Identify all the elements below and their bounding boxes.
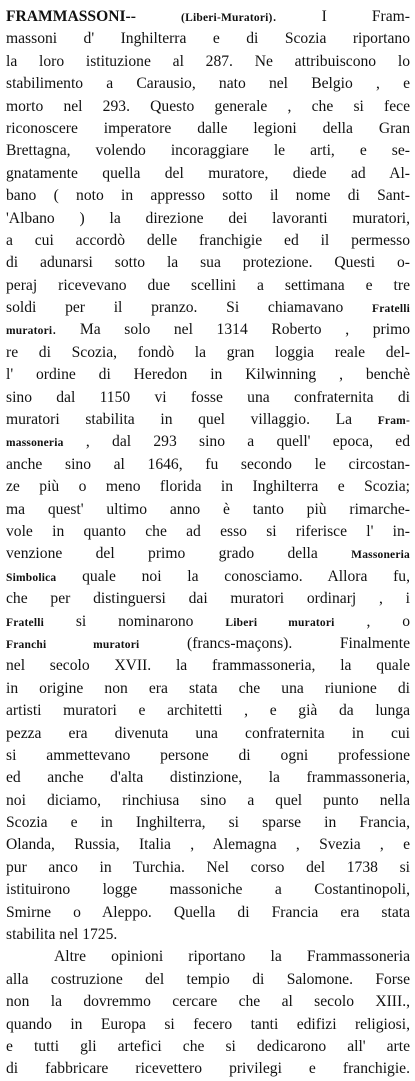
headword-gloss: (Liberi-Muratori) [181,12,273,24]
text-line: vole in quanto che ad esso si riferisce l' in- [6,522,410,540]
text-line: riconoscere imperatore dalle legioni della Gran [6,119,410,137]
text-line: ze più o meno florida in Inghilterra e Scozia; [6,478,410,496]
term-muratori: muratori [6,325,53,338]
text-line: la loro istituzione al 287. Ne attribuiscono lo [6,52,410,70]
text-line: di fabbricare ricevettero privilegi e franchigie. [6,1060,410,1078]
text-line: istituirono logge massoniche a Costantinopoli, [6,881,410,899]
text-line: ma quest' ultimo anno è tanto più rimarche- [6,500,410,518]
text-line: soldi per il pranzo. Si chiamavano Fratelli [6,299,410,317]
text-line: si ammettevano persone di ogni professione [6,746,410,764]
text-line: e tutti gli artefici che si dedicarono all' arte [6,1037,410,1055]
text-line: artisti muratori e architetti , e già da lunga [6,702,410,720]
text-line: stabilimento a Carausio, nato nel Belgio , e [6,75,410,93]
text-line: stabilita nel 1725. [6,926,118,944]
term-liberi-muratori: Liberi muratori [225,616,335,629]
text-line: Smirne o Aleppo. Quella di Francia era stata [6,903,410,921]
text-line: muratori stabilita in quel villaggio. La Fram- [6,411,410,429]
text-line: anche sino al 1646, fu secondo le circostan- [6,455,410,473]
text-line: FRAMMASSONI-- (Liberi-Muratori). I Fram- [6,8,410,25]
text-line: a cui accordò delle franchigie ed il permesso [6,231,410,249]
text-line: 'Albano ) la direzione dei lavoranti muratori, [6,209,410,227]
text-line: pezza era divenuta una confraternita in cui [6,724,410,742]
text-line: venzione del primo grado della Massoneria [6,545,410,563]
text-line: sino dal 1150 vi fosse una confraternita di [6,388,410,406]
text-line: non la dovremmo cercare che al secolo XIII., [6,993,410,1011]
text-line: nel secolo XVII. la frammassoneria, la quale [6,657,410,675]
term-frammassoneria: Fram- [377,415,410,428]
text-line: re di Scozia, fondò la gran loggia reale del- [6,343,410,361]
text-line: alla costruzione del tempio di Salomone. Forse [6,970,410,988]
headword: FRAMMASSONI-- [6,8,136,25]
text-line: ed anche d'alta distinzione, la frammassoneria, [6,769,410,787]
term-massoneria-simbolica: Massoneria [351,549,410,562]
text-line: l' ordine di Heredon in Kilwinning , benchè [6,366,410,384]
term-fratelli: Fratelli [372,303,410,316]
text-line: muratori. Ma solo nel 1314 Roberto , primo [6,321,410,339]
text-line: che per distinguersi dai muratori ordinarj , i [6,590,410,608]
term-simbolica: Simbolica [6,571,57,584]
text-line: Fratelli si nominarono Liberi muratori , o [6,612,410,630]
text-line: Scozia e in Inghilterra, si sparse in Francia, [6,814,410,832]
text-line: bano ( noto in appresso sotto il nome di Sant- [6,187,410,205]
text-line: Altre opinioni riportano la Frammassoneria [54,948,410,966]
term-massoneria: massoneria [6,437,64,450]
text-line: Simbolica quale noi la conosciamo. Allora fu, [6,567,410,585]
text-line: pur anco in Turchia. Nel corso del 1738 si [6,858,410,876]
text-line: massoni d' Inghilterra e di Scozia riportano [6,30,410,48]
text-line: Olanda, Russia, Italia , Alemagna , Svezia , e [6,836,410,854]
text-line: quando in Europa si fecero tanti edifizi religiosi, [6,1015,410,1033]
term-franchi-muratori: Franchi muratori [6,638,140,651]
text-line: Brettagna, volendo incoraggiare le arti, e se- [6,142,410,160]
text-line: di adunarsi sotto la sua protezione. Questi o- [6,254,410,272]
text-line: Franchi muratori (francs-maçons). Finalmente [6,634,410,652]
text-line: massoneria , dal 293 sino a quell' epoca, ed [6,433,410,451]
term-fratelli: Fratelli [6,616,44,629]
text-line: peraj ricevevano due scellini a settimana e tre [6,276,410,294]
text-line: noi diciamo, rinchiusa sino a quel punto nella [6,791,410,809]
text-line: in origine non era stata che una riunione di [6,679,410,697]
text-line: morto nel 293. Questo generale , che si fece [6,97,410,115]
article-column [6,6,410,1081]
text-line: gnatamente quella del muratore, diede ad Al- [6,164,410,182]
